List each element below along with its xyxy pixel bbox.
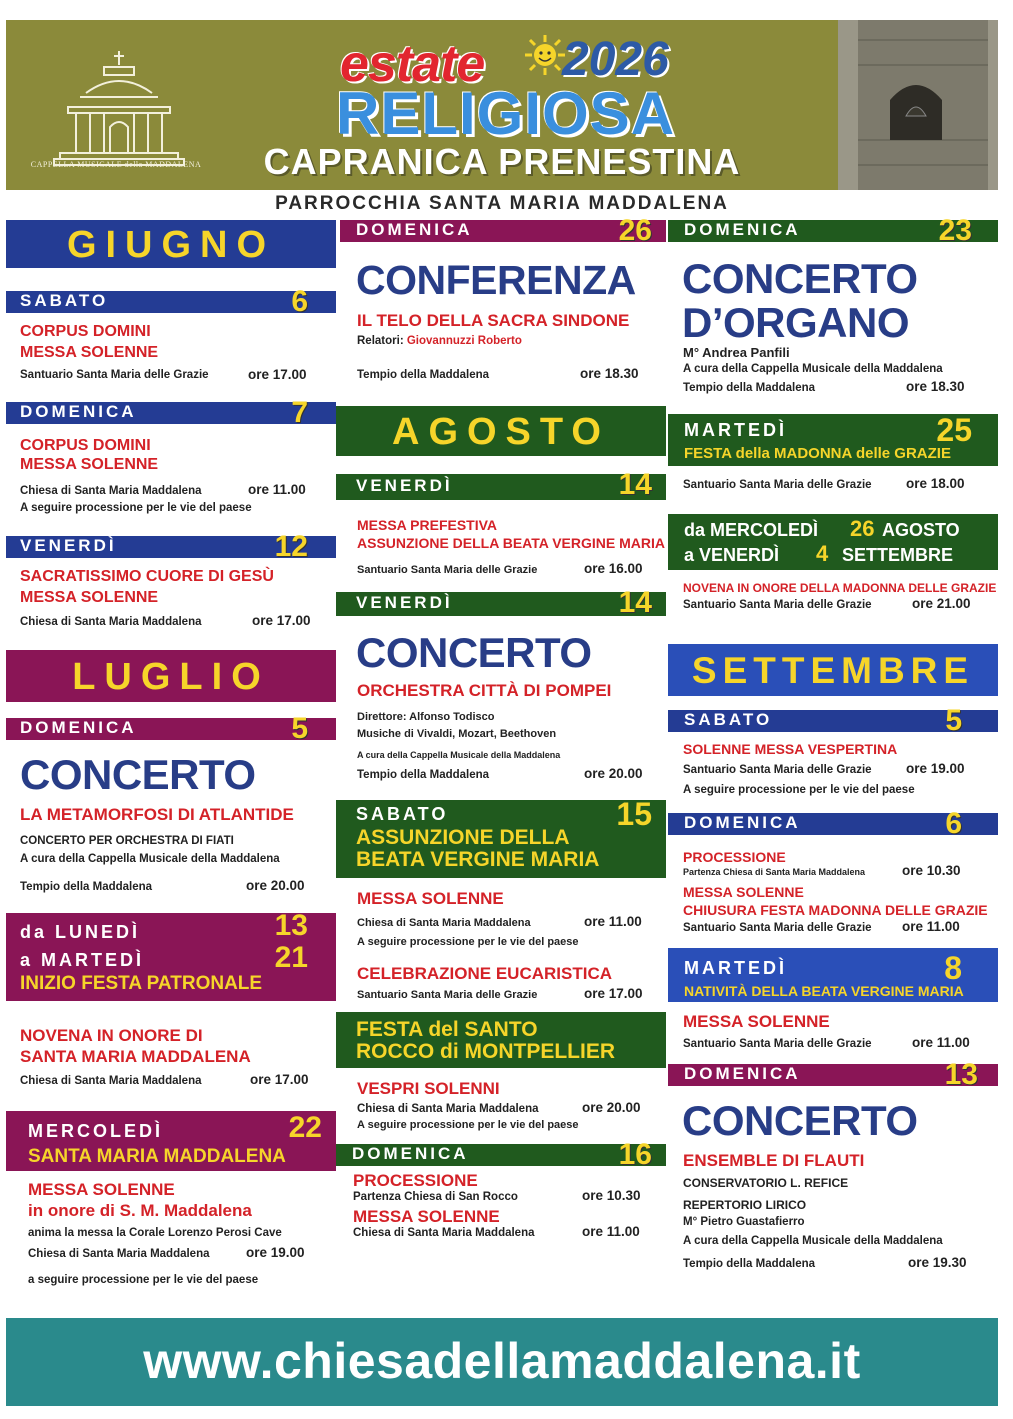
event-title: in onore di S. M. Maddalena <box>28 1201 252 1220</box>
event-time: ore 11.00 <box>582 1224 640 1239</box>
event-place: Chiesa di Santa Maria Maddalena <box>20 616 202 628</box>
month-settembre: SETTEMBRE <box>691 650 975 691</box>
day-label: MARTEDÌ <box>684 958 787 978</box>
day-number: 26 <box>850 516 875 541</box>
event-place: Chiesa di Santa Maria Maddalena <box>28 1248 210 1260</box>
event-title: SOLENNE MESSA VESPERTINA <box>683 741 898 757</box>
day-label: VENERDÌ <box>356 476 453 495</box>
event-title: MESSA SOLENNE <box>28 1180 175 1199</box>
event-sub: SANTA MARIA MADDALENA <box>28 1146 286 1167</box>
event-time: ore 20.00 <box>582 1100 641 1115</box>
relatori-label: Relatori: <box>357 335 404 347</box>
event-title: ASSUNZIONE DELLA BEATA VERGINE MARIA <box>357 535 666 551</box>
event-sub: Musiche di Vivaldi, Mozart, Beethoven <box>357 728 557 740</box>
event-time: ore 19.00 <box>246 1245 305 1260</box>
event-sub: CONCERTO PER ORCHESTRA DI FIATI <box>20 835 234 847</box>
event-time: ore 10.30 <box>582 1188 641 1203</box>
day-bar-ven14a <box>336 468 666 501</box>
day-label: DOMENICA <box>684 220 801 239</box>
event-sub: ROCCO di MONTPELLIER <box>356 1040 615 1063</box>
event-time: ore 20.00 <box>584 766 643 781</box>
event-place: Santuario Santa Maria delle Grazie <box>357 989 538 1001</box>
day-bar-dom23 <box>668 214 998 247</box>
day-label: SABATO <box>356 804 449 824</box>
event-title: MESSA SOLENNE <box>357 889 504 908</box>
event-sub: FESTA della MADONNA delle GRAZIE <box>684 445 951 462</box>
event-title: VESPRI SOLENNI <box>357 1079 500 1098</box>
day-bar-dom13 <box>668 1058 998 1091</box>
day-bar-ven12 <box>6 530 336 563</box>
day-number: 26 <box>618 214 652 247</box>
range-end: a MARTEDÌ <box>20 950 145 970</box>
day-bar-sab15 <box>336 796 666 878</box>
event-sub: FESTA del SANTO <box>356 1018 538 1041</box>
day-label: VENERDÌ <box>356 593 453 612</box>
event-time: ore 18.30 <box>580 366 639 381</box>
event-time: ore 18.30 <box>906 379 965 394</box>
event-note: A seguire processione per le vie del paese <box>357 1119 579 1131</box>
event-place: Santuario Santa Maria delle Grazie <box>683 922 872 934</box>
day-bar-dom6 <box>668 807 998 840</box>
range-end: a VENERDÌ <box>684 545 780 565</box>
relatori-name: Giovannuzzi Roberto <box>406 335 522 347</box>
event-sub: REPERTORIO LIRICO <box>683 1198 807 1212</box>
event-place: Chiesa di Santa Maria Maddalena <box>353 1227 535 1239</box>
town-name: CAPRANICA PRENESTINA <box>263 141 741 182</box>
event-time: ore 18.00 <box>906 476 965 491</box>
logo-caption: CAPPELLA MUSICALE della MADDALENA <box>30 160 202 169</box>
event-place: Partenza Chiesa di Santa Maria Maddalena <box>683 867 866 877</box>
day-number: 13 <box>944 1058 978 1091</box>
day-number: 14 <box>618 468 652 501</box>
event-place: Tempio della Maddalena <box>20 881 153 893</box>
day-number: 21 <box>274 941 308 974</box>
event-title: IL TELO DELLA SACRA SINDONE <box>357 311 630 330</box>
event-headline: CONCERTO <box>682 1097 918 1144</box>
event-sub: M° Pietro Guastafierro <box>683 1216 805 1228</box>
event-title: MESSA PREFESTIVA <box>357 517 498 533</box>
event-headline: D’ORGANO <box>682 299 909 346</box>
day-label: MARTEDÌ <box>684 420 787 440</box>
event-sub: A cura della Cappella Musicale della Maddalena <box>683 1235 943 1247</box>
event-time: ore 11.00 <box>584 914 642 929</box>
event-title: MESSA SOLENNE <box>353 1207 500 1226</box>
event-place: Santuario Santa Maria delle Grazie <box>357 564 538 576</box>
day-bar-dom16 <box>336 1138 666 1171</box>
range-end-month: SETTEMBRE <box>842 545 954 565</box>
event-title: NOVENA IN ONORE DI <box>20 1026 203 1045</box>
day-number: 13 <box>274 909 308 942</box>
event-title: CORPUS DOMINI <box>20 437 151 454</box>
bell-tower-icon <box>838 20 998 190</box>
event-sub: A cura della Cappella Musicale della Maddalena <box>683 363 943 375</box>
day-bar-dom7 <box>6 396 336 429</box>
day-label: SABATO <box>20 291 109 310</box>
event-time: ore 17.00 <box>250 1072 309 1087</box>
event-time: ore 11.00 <box>248 482 306 497</box>
festival-title: INIZIO FESTA PATRONALE <box>20 973 263 994</box>
range-start: da LUNEDÌ <box>20 922 141 942</box>
event-place: Tempio della Maddalena <box>683 1258 816 1270</box>
event-time: ore 20.00 <box>246 878 305 893</box>
day-number: 6 <box>291 285 308 318</box>
event-time: ore 11.00 <box>902 919 960 934</box>
event-place: Santuario Santa Maria delle Grazie <box>683 599 872 611</box>
title-religiosa: RELIGIOSA <box>336 80 676 147</box>
event-headline: CONCERTO <box>682 255 918 302</box>
day-label: DOMENICA <box>20 718 137 737</box>
day-number: 7 <box>291 396 308 429</box>
event-sub: CONSERVATORIO L. REFICE <box>683 1176 849 1190</box>
event-place: Santuario Santa Maria delle Grazie <box>683 479 872 491</box>
event-title: PROCESSIONE <box>683 849 786 865</box>
event-place: Chiesa di Santa Maria Maddalena <box>20 1075 202 1087</box>
header-banner <box>6 20 998 190</box>
event-place: Tempio della Maddalena <box>683 382 816 394</box>
event-place: Santuario Santa Maria delle Grazie <box>683 1038 872 1050</box>
parish-name: PARROCCHIA SANTA MARIA MADDALENA <box>275 193 729 214</box>
event-title: ORCHESTRA CITTÀ DI POMPEI <box>357 681 612 700</box>
event-note: A seguire processione per le vie del paese <box>683 784 915 796</box>
day-number: 5 <box>945 704 962 737</box>
event-title: ENSEMBLE DI FLAUTI <box>683 1151 865 1170</box>
day-number: 8 <box>944 950 962 986</box>
event-title: MESSA SOLENNE <box>20 456 159 473</box>
day-bar-dom5 <box>6 712 336 745</box>
range-start-month: AGOSTO <box>882 520 960 540</box>
day-number: 25 <box>936 412 972 448</box>
day-label: MERCOLEDÌ <box>28 1121 163 1141</box>
event-title: MESSA SOLENNE <box>683 1012 830 1031</box>
day-label: DOMENICA <box>684 813 801 832</box>
event-place: Tempio della Maddalena <box>357 369 490 381</box>
day-number: 4 <box>816 541 829 566</box>
event-note: a seguire processione per le vie del paese <box>28 1274 259 1286</box>
event-note: A seguire processione per le vie del paese <box>357 936 579 948</box>
day-bar-mar8 <box>668 948 998 1002</box>
day-number: 22 <box>288 1111 322 1144</box>
poster <box>6 20 998 1406</box>
event-title: MESSA SOLENNE <box>20 344 159 361</box>
event-place: Santuario Santa Maria delle Grazie <box>20 369 209 381</box>
day-bar-sab5 <box>668 704 998 737</box>
event-title: SACRATISSIMO CUORE DI GESÙ <box>20 568 274 585</box>
day-label: DOMENICA <box>684 1064 801 1083</box>
day-label: DOMENICA <box>352 1144 469 1163</box>
event-time: ore 17.00 <box>584 986 643 1001</box>
event-title: MESSA SOLENNE <box>20 589 159 606</box>
day-bar-ven14b <box>336 586 666 619</box>
event-place: Chiesa di Santa Maria Maddalena <box>20 485 202 497</box>
event-note: anima la messa la Corale Lorenzo Perosi Cave <box>28 1227 282 1239</box>
event-time: ore 11.00 <box>912 1035 970 1050</box>
event-place: Partenza Chiesa di San Rocco <box>353 1191 518 1203</box>
day-bar-sab6 <box>6 285 336 318</box>
event-time: ore 17.00 <box>252 613 311 628</box>
event-sub: BEATA VERGINE MARIA <box>356 848 600 871</box>
event-headline: CONFERENZA <box>356 257 636 303</box>
day-label: SABATO <box>684 710 773 729</box>
event-title: CHIUSURA FESTA MADONNA DELLE GRAZIE <box>683 902 988 918</box>
month-settembre-bar <box>668 644 998 696</box>
event-time: ore 19.30 <box>908 1255 967 1270</box>
event-title: SANTA MARIA MADDALENA <box>20 1047 251 1066</box>
day-number: 6 <box>945 807 962 840</box>
day-label: DOMENICA <box>356 220 473 239</box>
event-title: PROCESSIONE <box>353 1171 478 1190</box>
event-headline: CONCERTO <box>356 629 592 676</box>
month-agosto: AGOSTO <box>392 411 610 453</box>
event-place: Tempio della Maddalena <box>357 769 490 781</box>
website-link[interactable]: www.chiesadellamaddalena.it <box>143 1333 861 1389</box>
event-time: ore 19.00 <box>906 761 965 776</box>
event-sub: A cura della Cappella Musicale della Maddalena <box>20 853 280 865</box>
event-title: CORPUS DOMINI <box>20 323 151 340</box>
month-luglio-bar <box>6 650 336 702</box>
day-number: 16 <box>618 1138 652 1171</box>
day-number: 23 <box>938 214 972 247</box>
day-number: 14 <box>618 586 652 619</box>
event-place: Santuario Santa Maria delle Grazie <box>683 764 872 776</box>
event-title: MESSA SOLENNE <box>683 884 804 900</box>
day-bar-lun13 <box>6 909 336 1001</box>
month-giugno: GIUGNO <box>66 224 276 266</box>
day-label: VENERDÌ <box>20 536 117 555</box>
event-title: LA METAMORFOSI DI ATLANTIDE <box>20 805 294 824</box>
event-headline: CONCERTO <box>20 751 256 798</box>
footer-banner <box>6 1318 998 1406</box>
event-place: Chiesa di Santa Maria Maddalena <box>357 1103 539 1115</box>
event-time: ore 16.00 <box>584 561 643 576</box>
month-luglio: LUGLIO <box>72 656 270 698</box>
event-note: A seguire processione per le vie del paese <box>20 502 252 514</box>
event-title: CELEBRAZIONE EUCARISTICA <box>357 964 613 983</box>
title-estate: estate <box>340 35 485 93</box>
event-sub: Direttore: Alfonso Todisco <box>357 711 495 723</box>
event-sub: A cura della Cappella Musicale della Maddalena <box>357 750 561 760</box>
event-sub: NATIVITÀ DELLA BEATA VERGINE MARIA <box>684 983 964 999</box>
event-place: Chiesa di Santa Maria Maddalena <box>357 917 531 929</box>
day-number: 5 <box>291 712 308 745</box>
relatori <box>357 334 522 349</box>
day-number: 15 <box>616 796 652 832</box>
event-time: ore 17.00 <box>248 367 307 382</box>
title-year: 2026 <box>562 33 669 86</box>
day-bar-dom26 <box>340 214 666 247</box>
range-start: da MERCOLEDÌ <box>684 520 819 540</box>
day-number: 12 <box>274 530 308 563</box>
event-performer: M° Andrea Panfili <box>683 345 790 360</box>
day-label: DOMENICA <box>20 402 137 421</box>
event-time: ore 10.30 <box>902 863 961 878</box>
event-sub: ASSUNZIONE DELLA <box>356 826 570 849</box>
day-bar-rocco <box>336 1012 666 1068</box>
event-title: NOVENA IN ONORE DELLA MADONNA DELLE GRAZIE <box>683 581 997 595</box>
month-agosto-bar <box>336 406 666 456</box>
day-bar-mar25 <box>668 414 998 466</box>
month-giugno-bar <box>6 220 336 268</box>
sun-icon <box>524 34 566 76</box>
day-bar-mer26 <box>668 514 998 570</box>
day-bar-mer22 <box>6 1111 336 1171</box>
event-time: ore 21.00 <box>912 596 971 611</box>
